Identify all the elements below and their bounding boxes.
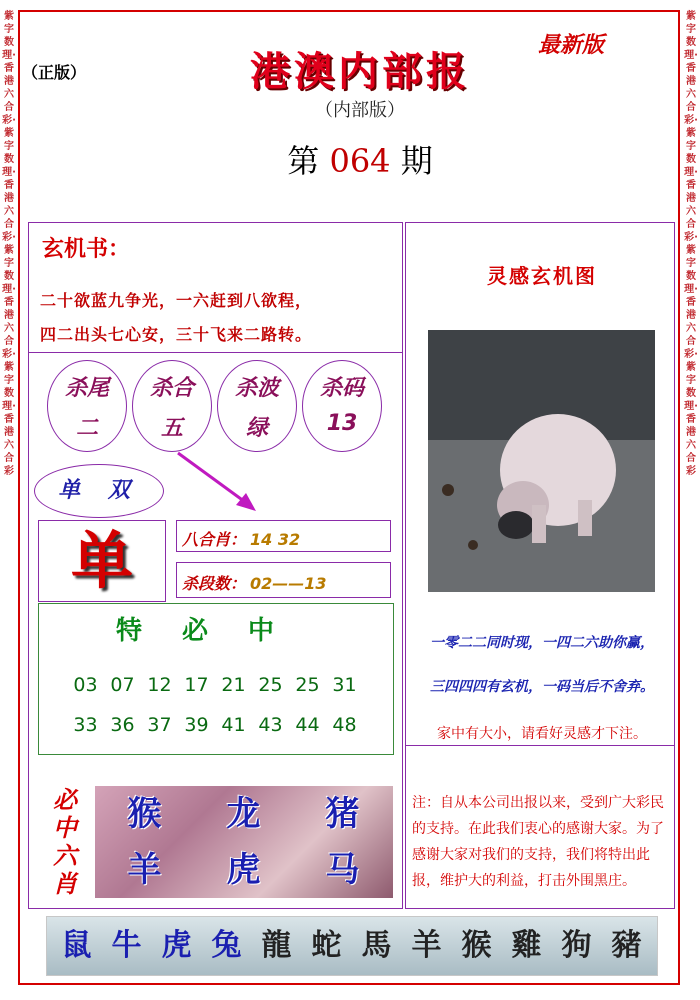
issue-suffix: 期 xyxy=(400,142,433,180)
liuhe-value: 14 32 xyxy=(250,530,301,549)
issue-value: 064 xyxy=(329,142,391,180)
zodiac-cell: 猪 xyxy=(325,794,360,834)
number-cell: 07 xyxy=(110,674,135,696)
latest-edition-label: 最新版 xyxy=(538,33,605,58)
oval-value: 五 xyxy=(160,416,183,441)
divider xyxy=(405,745,675,746)
zodiac-cell: 虎 xyxy=(226,850,261,890)
number-cell: 43 xyxy=(258,714,283,736)
poem-line-1: 二十欲蓝九争光，一六赶到八欲程， xyxy=(40,291,313,310)
newspaper-title: 港澳内部报 xyxy=(250,48,470,95)
issue-prefix: 第 xyxy=(287,142,320,180)
inspiration-title: 灵感玄机图 xyxy=(487,264,597,288)
zodiac-item: 虎 xyxy=(161,928,192,963)
divider xyxy=(28,352,403,353)
shaduan-label: 杀段数： xyxy=(182,574,247,593)
big-odd-char: 单 xyxy=(70,524,133,597)
zodiac-cell: 猴 xyxy=(127,794,162,834)
zodiac-cell: 龙 xyxy=(226,794,261,834)
kill-combo-oval xyxy=(132,360,212,452)
number-row-2 xyxy=(40,714,390,736)
number-cell: 25 xyxy=(295,674,320,696)
inspiration-hint: 家中有大小，请看好灵感才下注。 xyxy=(437,726,647,742)
number-cell: 31 xyxy=(332,674,357,696)
number-row-1 xyxy=(40,674,390,696)
number-cell: 44 xyxy=(295,714,320,736)
shaduan-row xyxy=(182,571,327,594)
kill-code-oval xyxy=(302,360,382,452)
six-zodiac-label: 必中六肖 xyxy=(53,786,77,898)
company-note: 注：自从本公司出报以来，受到广大彩民的支持。在此我们衷心的感谢大家。为了感谢大家对我们的支持，我们将特出此报，维护大的利益，打击外围黑庄。 xyxy=(412,795,664,889)
number-cell: 37 xyxy=(147,714,172,736)
number-cell: 48 xyxy=(332,714,357,736)
zodiac-item: 猴 xyxy=(461,928,492,963)
number-cell: 21 xyxy=(221,674,246,696)
rhyme-line-1: 一零二二同时现，一四二六助你赢， xyxy=(430,635,654,651)
liuhe-label: 八合肖： xyxy=(182,530,247,549)
oval-label: 杀合 xyxy=(149,376,194,401)
oval-value: 绿 xyxy=(245,416,268,441)
zodiac-item: 豬 xyxy=(611,928,642,963)
zhengban-label: （正版） xyxy=(22,63,87,82)
tebi-title: 特必中 xyxy=(115,616,314,646)
zodiac-cell: 羊 xyxy=(127,850,162,890)
six-zodiac-grid xyxy=(95,786,393,898)
twelve-zodiac-strip xyxy=(46,916,658,976)
zodiac-item: 龍 xyxy=(261,928,292,963)
issue-number xyxy=(240,136,480,182)
oval-label: 杀码 xyxy=(319,376,364,401)
oval-label: 杀波 xyxy=(234,376,279,401)
zodiac-item: 雞 xyxy=(511,928,542,963)
zodiac-cell: 马 xyxy=(325,850,360,890)
oval-value: 13 xyxy=(326,411,358,436)
number-cell: 33 xyxy=(73,714,98,736)
number-cell: 39 xyxy=(184,714,209,736)
kill-wave-oval xyxy=(217,360,297,452)
number-cell: 17 xyxy=(184,674,209,696)
number-cell: 41 xyxy=(221,714,246,736)
right-side-banner: 紫字数理·香港六合彩·紫字数理·香港六合彩·紫字数理·香港六合彩·紫字数理·香港六合彩 xyxy=(684,11,698,477)
xuanji-title: 玄机书： xyxy=(42,237,131,262)
poem-line-2: 四二出头七心安，三十飞来二路转。 xyxy=(40,325,313,344)
odd-even-oval: 单 双 xyxy=(34,464,164,518)
zodiac-item: 牛 xyxy=(111,928,142,963)
arrow-icon xyxy=(170,445,270,525)
number-cell: 03 xyxy=(73,674,98,696)
number-cell: 36 xyxy=(110,714,135,736)
zodiac-item: 狗 xyxy=(561,928,592,963)
oval-label: 杀尾 xyxy=(64,376,109,401)
zodiac-item: 馬 xyxy=(361,928,392,963)
zodiac-item: 鼠 xyxy=(61,928,92,963)
zodiac-item: 蛇 xyxy=(311,928,342,963)
number-cell: 25 xyxy=(258,674,283,696)
zodiac-item: 羊 xyxy=(411,928,442,963)
pig-image xyxy=(428,330,655,592)
oval-value: 二 xyxy=(75,416,98,441)
rhyme-line-2: 三四四四有玄机，一码当后不舍弃。 xyxy=(430,679,654,695)
left-side-banner: 紫字数理·香港六合彩·紫字数理·香港六合彩·紫字数理·香港六合彩·紫字数理·香港六合彩 xyxy=(2,11,16,477)
newspaper-subtitle: （内部版） xyxy=(315,100,405,121)
shaduan-value: 02——13 xyxy=(250,574,327,593)
number-cell: 12 xyxy=(147,674,172,696)
pig-photo xyxy=(428,330,655,592)
liuhe-row xyxy=(182,527,300,550)
kill-tail-oval xyxy=(47,360,127,452)
zodiac-item: 兔 xyxy=(211,928,242,963)
